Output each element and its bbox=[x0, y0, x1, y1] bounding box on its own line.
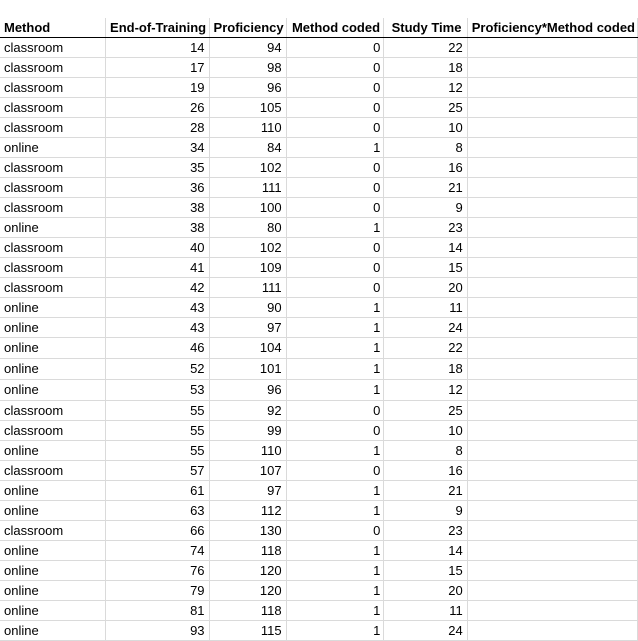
cell-end-of-training[interactable]: 46 bbox=[105, 338, 209, 359]
cell-study-time[interactable]: 23 bbox=[384, 521, 467, 541]
cell-end-of-training[interactable]: 66 bbox=[105, 521, 209, 541]
cell-method-coded[interactable]: 0 bbox=[286, 258, 384, 278]
table-row bbox=[0, 78, 638, 98]
header-end-of-training[interactable]: End-of-Training bbox=[105, 18, 209, 38]
cell-method[interactable]: online bbox=[0, 380, 105, 401]
cell-study-time[interactable]: 25 bbox=[384, 98, 467, 118]
cell-proficiency-method-coded[interactable] bbox=[467, 58, 637, 78]
cell-method[interactable]: classroom bbox=[0, 258, 105, 278]
table-row bbox=[0, 198, 638, 218]
cell-proficiency-method-coded[interactable] bbox=[467, 198, 637, 218]
cell-end-of-training[interactable]: 79 bbox=[105, 581, 209, 601]
cell-proficiency-method-coded[interactable] bbox=[467, 461, 637, 481]
cell-proficiency[interactable]: 110 bbox=[209, 118, 286, 138]
cell-study-time[interactable]: 16 bbox=[384, 461, 467, 481]
cell-study-time[interactable]: 8 bbox=[384, 441, 467, 461]
table-row bbox=[0, 621, 638, 641]
cell-method-coded[interactable]: 0 bbox=[286, 278, 384, 298]
cell-study-time[interactable]: 11 bbox=[384, 298, 467, 318]
cell-proficiency-method-coded[interactable] bbox=[467, 338, 637, 359]
table-row bbox=[0, 318, 638, 338]
cell-proficiency-method-coded[interactable] bbox=[467, 278, 637, 298]
cell-study-time[interactable]: 18 bbox=[384, 359, 467, 380]
cell-study-time[interactable]: 9 bbox=[384, 501, 467, 521]
table-row bbox=[0, 601, 638, 621]
cell-proficiency-method-coded[interactable] bbox=[467, 441, 637, 461]
table-row bbox=[0, 421, 638, 441]
cell-method[interactable]: classroom bbox=[0, 421, 105, 441]
header-method-coded[interactable]: Method coded bbox=[286, 18, 384, 38]
cell-method[interactable]: online bbox=[0, 501, 105, 521]
header-proficiency-method-coded[interactable]: Proficiency*Method coded bbox=[467, 18, 637, 38]
cell-end-of-training[interactable]: 42 bbox=[105, 278, 209, 298]
cell-end-of-training[interactable]: 38 bbox=[105, 198, 209, 218]
cell-study-time[interactable]: 12 bbox=[384, 380, 467, 401]
cell-proficiency[interactable]: 101 bbox=[209, 359, 286, 380]
cell-method-coded[interactable]: 0 bbox=[286, 178, 384, 198]
cell-proficiency-method-coded[interactable] bbox=[467, 481, 637, 501]
cell-end-of-training[interactable]: 93 bbox=[105, 621, 209, 641]
cell-end-of-training[interactable]: 61 bbox=[105, 481, 209, 501]
cell-proficiency[interactable]: 90 bbox=[209, 298, 286, 318]
table-row bbox=[0, 501, 638, 521]
table-row bbox=[0, 441, 638, 461]
cell-method-coded[interactable]: 1 bbox=[286, 501, 384, 521]
cell-study-time[interactable]: 16 bbox=[384, 158, 467, 178]
cell-method-coded[interactable]: 0 bbox=[286, 198, 384, 218]
cell-study-time[interactable]: 18 bbox=[384, 58, 467, 78]
cell-method[interactable]: classroom bbox=[0, 278, 105, 298]
cell-method-coded[interactable]: 1 bbox=[286, 541, 384, 561]
cell-proficiency-method-coded[interactable] bbox=[467, 98, 637, 118]
table-row bbox=[0, 278, 638, 298]
cell-proficiency-method-coded[interactable] bbox=[467, 401, 637, 421]
table-row bbox=[0, 481, 638, 501]
table-row bbox=[0, 138, 638, 158]
cell-method[interactable]: online bbox=[0, 581, 105, 601]
cell-study-time[interactable]: 24 bbox=[384, 318, 467, 338]
table-row bbox=[0, 178, 638, 198]
cell-study-time[interactable]: 15 bbox=[384, 561, 467, 581]
cell-method-coded[interactable]: 0 bbox=[286, 238, 384, 258]
cell-study-time[interactable]: 23 bbox=[384, 218, 467, 238]
cell-method[interactable]: classroom bbox=[0, 78, 105, 98]
cell-study-time[interactable]: 22 bbox=[384, 38, 467, 58]
table-row bbox=[0, 461, 638, 481]
cell-proficiency[interactable]: 92 bbox=[209, 401, 286, 421]
cell-proficiency-method-coded[interactable] bbox=[467, 78, 637, 98]
cell-method-coded[interactable]: 1 bbox=[286, 298, 384, 318]
cell-proficiency[interactable]: 105 bbox=[209, 98, 286, 118]
cell-end-of-training[interactable]: 26 bbox=[105, 98, 209, 118]
cell-proficiency[interactable]: 80 bbox=[209, 218, 286, 238]
cell-method-coded[interactable]: 0 bbox=[286, 158, 384, 178]
table-row bbox=[0, 38, 638, 58]
cell-proficiency[interactable]: 111 bbox=[209, 178, 286, 198]
cell-proficiency[interactable]: 109 bbox=[209, 258, 286, 278]
cell-study-time[interactable]: 8 bbox=[384, 138, 467, 158]
cell-method[interactable]: classroom bbox=[0, 238, 105, 258]
cell-method-coded[interactable]: 1 bbox=[286, 581, 384, 601]
cell-proficiency[interactable]: 115 bbox=[209, 621, 286, 641]
cell-proficiency[interactable]: 102 bbox=[209, 238, 286, 258]
cell-proficiency-method-coded[interactable] bbox=[467, 318, 637, 338]
cell-proficiency-method-coded[interactable] bbox=[467, 258, 637, 278]
header-proficiency[interactable]: Proficiency bbox=[209, 18, 286, 38]
cell-method-coded[interactable]: 1 bbox=[286, 621, 384, 641]
cell-end-of-training[interactable]: 43 bbox=[105, 318, 209, 338]
cell-method[interactable]: online bbox=[0, 138, 105, 158]
cell-study-time[interactable]: 12 bbox=[384, 78, 467, 98]
cell-end-of-training[interactable]: 41 bbox=[105, 258, 209, 278]
table-row bbox=[0, 338, 638, 359]
cell-method[interactable]: classroom bbox=[0, 521, 105, 541]
cell-proficiency[interactable]: 102 bbox=[209, 158, 286, 178]
cell-method[interactable]: classroom bbox=[0, 178, 105, 198]
spreadsheet-table bbox=[0, 18, 638, 641]
table-row bbox=[0, 401, 638, 421]
cell-proficiency-method-coded[interactable] bbox=[467, 38, 637, 58]
cell-method-coded[interactable]: 0 bbox=[286, 521, 384, 541]
table-row bbox=[0, 541, 638, 561]
cell-method-coded[interactable]: 1 bbox=[286, 481, 384, 501]
cell-proficiency[interactable]: 98 bbox=[209, 58, 286, 78]
cell-proficiency-method-coded[interactable] bbox=[467, 601, 637, 621]
cell-proficiency-method-coded[interactable] bbox=[467, 380, 637, 401]
cell-end-of-training[interactable]: 53 bbox=[105, 380, 209, 401]
cell-proficiency-method-coded[interactable] bbox=[467, 561, 637, 581]
cell-method[interactable]: online bbox=[0, 561, 105, 581]
cell-end-of-training[interactable]: 55 bbox=[105, 441, 209, 461]
cell-end-of-training[interactable]: 52 bbox=[105, 359, 209, 380]
cell-proficiency[interactable]: 99 bbox=[209, 421, 286, 441]
cell-end-of-training[interactable]: 55 bbox=[105, 421, 209, 441]
cell-method[interactable]: online bbox=[0, 441, 105, 461]
cell-end-of-training[interactable]: 55 bbox=[105, 401, 209, 421]
table-body bbox=[0, 38, 638, 641]
cell-method[interactable]: online bbox=[0, 318, 105, 338]
cell-method-coded[interactable]: 1 bbox=[286, 601, 384, 621]
cell-proficiency[interactable]: 118 bbox=[209, 601, 286, 621]
cell-method-coded[interactable]: 1 bbox=[286, 318, 384, 338]
cell-method-coded[interactable]: 1 bbox=[286, 441, 384, 461]
cell-end-of-training[interactable]: 14 bbox=[105, 38, 209, 58]
cell-study-time[interactable]: 21 bbox=[384, 481, 467, 501]
table-row bbox=[0, 58, 638, 78]
cell-study-time[interactable]: 11 bbox=[384, 601, 467, 621]
cell-proficiency[interactable]: 96 bbox=[209, 380, 286, 401]
cell-proficiency-method-coded[interactable] bbox=[467, 359, 637, 380]
cell-method[interactable]: classroom bbox=[0, 98, 105, 118]
table-row bbox=[0, 158, 638, 178]
cell-proficiency-method-coded[interactable] bbox=[467, 521, 637, 541]
cell-proficiency[interactable]: 96 bbox=[209, 78, 286, 98]
cell-method[interactable]: classroom bbox=[0, 198, 105, 218]
cell-method-coded[interactable]: 0 bbox=[286, 421, 384, 441]
cell-method-coded[interactable]: 0 bbox=[286, 58, 384, 78]
cell-proficiency-method-coded[interactable] bbox=[467, 298, 637, 318]
table-row bbox=[0, 298, 638, 318]
cell-end-of-training[interactable]: 40 bbox=[105, 238, 209, 258]
cell-method-coded[interactable]: 0 bbox=[286, 401, 384, 421]
cell-method[interactable]: online bbox=[0, 338, 105, 359]
cell-proficiency-method-coded[interactable] bbox=[467, 218, 637, 238]
cell-end-of-training[interactable]: 19 bbox=[105, 78, 209, 98]
cell-study-time[interactable]: 22 bbox=[384, 338, 467, 359]
cell-proficiency-method-coded[interactable] bbox=[467, 238, 637, 258]
cell-method[interactable]: online bbox=[0, 621, 105, 641]
cell-proficiency[interactable]: 120 bbox=[209, 581, 286, 601]
cell-end-of-training[interactable]: 43 bbox=[105, 298, 209, 318]
cell-proficiency[interactable]: 110 bbox=[209, 441, 286, 461]
cell-end-of-training[interactable]: 35 bbox=[105, 158, 209, 178]
cell-method-coded[interactable]: 1 bbox=[286, 338, 384, 359]
cell-study-time[interactable]: 10 bbox=[384, 421, 467, 441]
cell-method-coded[interactable]: 1 bbox=[286, 218, 384, 238]
cell-end-of-training[interactable]: 63 bbox=[105, 501, 209, 521]
cell-method-coded[interactable]: 1 bbox=[286, 561, 384, 581]
cell-method[interactable]: classroom bbox=[0, 118, 105, 138]
table-row bbox=[0, 118, 638, 138]
table-row bbox=[0, 380, 638, 401]
cell-method[interactable]: classroom bbox=[0, 38, 105, 58]
cell-study-time[interactable]: 20 bbox=[384, 581, 467, 601]
cell-proficiency-method-coded[interactable] bbox=[467, 138, 637, 158]
cell-proficiency[interactable]: 107 bbox=[209, 461, 286, 481]
table-row bbox=[0, 98, 638, 118]
cell-proficiency-method-coded[interactable] bbox=[467, 421, 637, 441]
table-row bbox=[0, 238, 638, 258]
table-row bbox=[0, 521, 638, 541]
header-method[interactable]: Method bbox=[0, 18, 105, 38]
cell-end-of-training[interactable]: 38 bbox=[105, 218, 209, 238]
cell-study-time[interactable]: 15 bbox=[384, 258, 467, 278]
cell-proficiency-method-coded[interactable] bbox=[467, 158, 637, 178]
cell-method[interactable]: online bbox=[0, 541, 105, 561]
table-row bbox=[0, 258, 638, 278]
cell-proficiency[interactable]: 97 bbox=[209, 481, 286, 501]
table-row bbox=[0, 359, 638, 380]
cell-method[interactable]: online bbox=[0, 601, 105, 621]
cell-method-coded[interactable]: 0 bbox=[286, 118, 384, 138]
cell-end-of-training[interactable]: 28 bbox=[105, 118, 209, 138]
cell-study-time[interactable]: 10 bbox=[384, 118, 467, 138]
cell-proficiency[interactable]: 112 bbox=[209, 501, 286, 521]
cell-method[interactable]: classroom bbox=[0, 158, 105, 178]
cell-proficiency-method-coded[interactable] bbox=[467, 118, 637, 138]
cell-proficiency[interactable]: 94 bbox=[209, 38, 286, 58]
cell-end-of-training[interactable]: 74 bbox=[105, 541, 209, 561]
cell-method[interactable]: online bbox=[0, 359, 105, 380]
cell-study-time[interactable]: 9 bbox=[384, 198, 467, 218]
cell-proficiency-method-coded[interactable] bbox=[467, 178, 637, 198]
cell-method[interactable]: online bbox=[0, 481, 105, 501]
cell-method-coded[interactable]: 0 bbox=[286, 98, 384, 118]
header-study-time[interactable]: Study Time bbox=[384, 18, 467, 38]
cell-study-time[interactable]: 14 bbox=[384, 541, 467, 561]
cell-method[interactable]: classroom bbox=[0, 58, 105, 78]
cell-proficiency-method-coded[interactable] bbox=[467, 621, 637, 641]
cell-method-coded[interactable]: 0 bbox=[286, 461, 384, 481]
cell-method-coded[interactable]: 1 bbox=[286, 138, 384, 158]
cell-study-time[interactable]: 21 bbox=[384, 178, 467, 198]
cell-study-time[interactable]: 24 bbox=[384, 621, 467, 641]
table-row bbox=[0, 218, 638, 238]
cell-end-of-training[interactable]: 34 bbox=[105, 138, 209, 158]
cell-end-of-training[interactable]: 57 bbox=[105, 461, 209, 481]
cell-method[interactable]: online bbox=[0, 298, 105, 318]
cell-method-coded[interactable]: 0 bbox=[286, 38, 384, 58]
cell-proficiency-method-coded[interactable] bbox=[467, 581, 637, 601]
cell-proficiency[interactable]: 118 bbox=[209, 541, 286, 561]
cell-end-of-training[interactable]: 76 bbox=[105, 561, 209, 581]
cell-proficiency[interactable]: 104 bbox=[209, 338, 286, 359]
cell-proficiency[interactable]: 84 bbox=[209, 138, 286, 158]
cell-proficiency[interactable]: 97 bbox=[209, 318, 286, 338]
cell-study-time[interactable]: 20 bbox=[384, 278, 467, 298]
cell-end-of-training[interactable]: 36 bbox=[105, 178, 209, 198]
cell-proficiency-method-coded[interactable] bbox=[467, 501, 637, 521]
cell-method-coded[interactable]: 1 bbox=[286, 380, 384, 401]
cell-proficiency[interactable]: 100 bbox=[209, 198, 286, 218]
table-row bbox=[0, 561, 638, 581]
cell-proficiency[interactable]: 111 bbox=[209, 278, 286, 298]
cell-method[interactable]: classroom bbox=[0, 461, 105, 481]
cell-study-time[interactable]: 14 bbox=[384, 238, 467, 258]
header-row bbox=[0, 18, 638, 38]
cell-method[interactable]: classroom bbox=[0, 401, 105, 421]
cell-proficiency[interactable]: 120 bbox=[209, 561, 286, 581]
cell-method-coded[interactable]: 0 bbox=[286, 78, 384, 98]
cell-method[interactable]: online bbox=[0, 218, 105, 238]
cell-end-of-training[interactable]: 17 bbox=[105, 58, 209, 78]
cell-proficiency[interactable]: 130 bbox=[209, 521, 286, 541]
cell-study-time[interactable]: 25 bbox=[384, 401, 467, 421]
cell-proficiency-method-coded[interactable] bbox=[467, 541, 637, 561]
cell-end-of-training[interactable]: 81 bbox=[105, 601, 209, 621]
cell-method-coded[interactable]: 1 bbox=[286, 359, 384, 380]
table-row bbox=[0, 581, 638, 601]
